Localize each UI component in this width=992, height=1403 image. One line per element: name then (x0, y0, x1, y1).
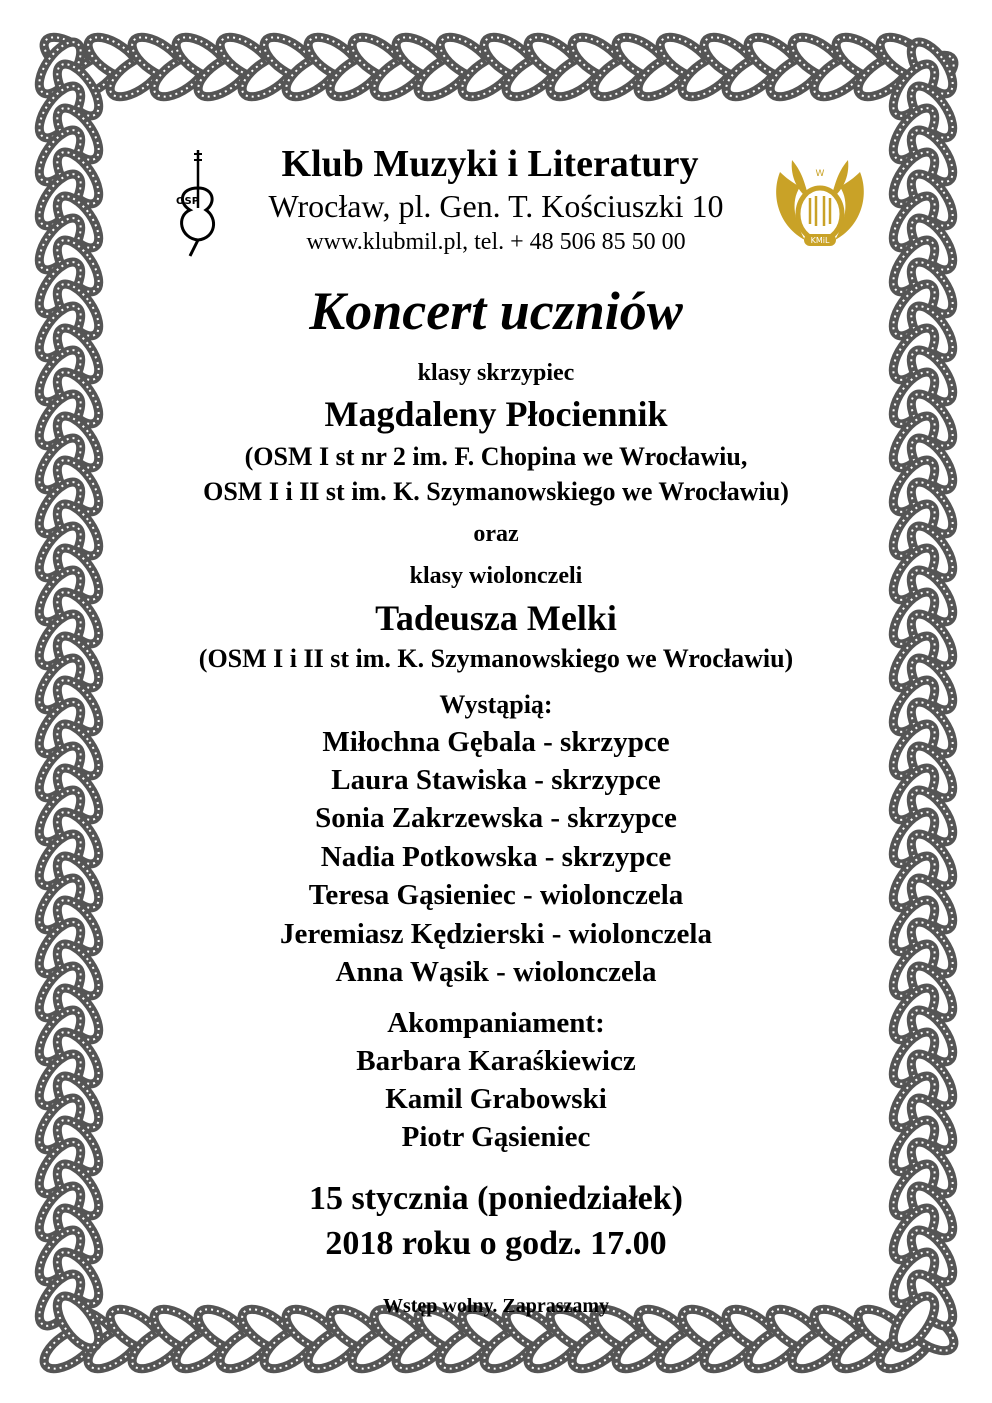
performers-heading: Wystąpią: (439, 690, 553, 719)
svg-text:OSP: OSP (176, 196, 200, 207)
cello-class-intro: klasy wiolonczeli (409, 563, 583, 589)
violin-schools-line-1: (OSM I st nr 2 im. F. Chopina we Wrocławiu, (244, 442, 748, 471)
svg-text:W: W (815, 169, 825, 179)
performer-item: Nadia Potkowska - skrzypce (320, 841, 672, 873)
club-address: Wrocław, pl. Gen. T. Kościuszki 10 (268, 188, 724, 224)
accompanist-item: Barbara Karaśkiewicz (356, 1045, 636, 1077)
violin-schools-line-2: OSM I i II st im. K. Szymanowskiego we Wrocławiu) (203, 477, 789, 506)
violin-class-intro: klasy skrzypiec (417, 360, 575, 386)
performer-item: Miłochna Gębala - skrzypce (322, 726, 670, 758)
cello-teacher: Tadeusza Melki (375, 598, 617, 638)
performer-item: Teresa Gąsieniec - wiolonczela (308, 879, 684, 911)
club-name: Klub Muzyki i Literatury (281, 143, 699, 185)
performer-item: Anna Wąsik - wiolonczela (335, 956, 657, 988)
concert-date: 15 stycznia (poniedziałek) (309, 1180, 683, 1217)
accompanist-item: Kamil Grabowski (385, 1083, 607, 1115)
concert-title: Koncert uczniów (309, 281, 683, 341)
performer-item: Jeremiasz Kędzierski - wiolonczela (280, 918, 712, 950)
club-contact: www.klubmil.pl, tel. + 48 506 85 50 00 (306, 229, 686, 255)
accompaniment-heading: Akompaniament: (387, 1007, 605, 1039)
accompanist-item: Piotr Gąsieniec (401, 1121, 591, 1153)
performer-item: Laura Stawiska - skrzypce (331, 764, 661, 796)
conjunction: oraz (473, 521, 519, 547)
cello-schools: (OSM I i II st im. K. Szymanowskiego we Wrocławiu) (198, 644, 794, 673)
admission-note: Wstęp wolny. Zapraszamy (382, 1295, 610, 1317)
violin-teacher: Magdaleny Płociennik (324, 394, 668, 434)
performer-item: Sonia Zakrzewska - skrzypce (315, 802, 677, 834)
concert-time: 2018 roku o godz. 17.00 (325, 1225, 667, 1262)
svg-text:KMiL: KMiL (810, 236, 830, 245)
